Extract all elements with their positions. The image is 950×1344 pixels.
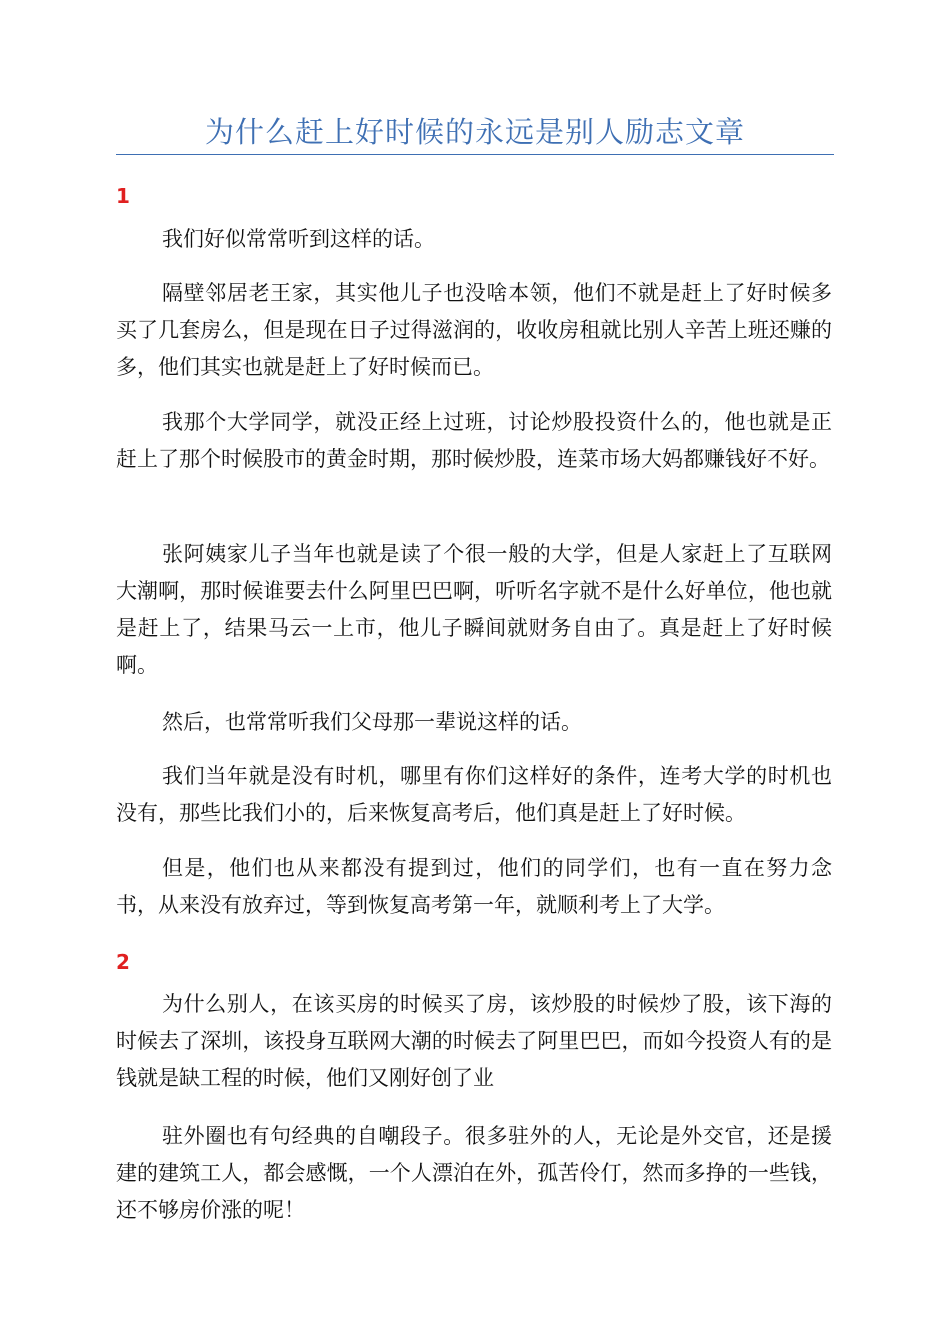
paragraph: 但是，他们也从来都没有提到过，他们的同学们，也有一直在努力念书，从来没有放弃过，等到恢复高考第一年，就顺利考上了大学。 (116, 856, 832, 917)
paragraph: 驻外圈也有句经典的自嘲段子。很多驻外的人，无论是外交官，还是援建的建筑工人，都会感慨，一个人漂泊在外，孤苦伶仃，然而多挣的一些钱，还不够房价涨的呢！ (116, 1124, 832, 1222)
paragraph: 我们当年就是没有时机，哪里有你们这样好的条件，连考大学的时机也没有，那些比我们小的，后来恢复高考后，他们真是赶上了好时候。 (116, 764, 832, 825)
section-number-1: 1 (116, 184, 130, 208)
section-number-2: 2 (116, 950, 130, 974)
paragraph: 隔壁邻居老王家，其实他儿子也没啥本领，他们不就是赶上了好时候多买了几套房么，但是现在日子过得滋润的，收收房租就比别人辛苦上班还赚的多，他们其实也就是赶上了好时候而已。 (116, 281, 832, 379)
document-title: 为什么赶上好时候的永远是别人励志文章 (204, 115, 745, 149)
paragraph: 我那个大学同学，就没正经上过班，讨论炒股投资什么的，他也就是正赶上了那个时候股市的黄金时期，那时候炒股，连菜市场大妈都赚钱好不好。 (116, 410, 832, 471)
paragraph: 然后，也常常听我们父母那一辈说这样的话。 (162, 710, 582, 734)
paragraph: 我们好似常常听到这样的话。 (162, 227, 435, 251)
paragraph: 张阿姨家儿子当年也就是读了个很一般的大学，但是人家赶上了互联网大潮啊，那时候谁要去什么阿里巴巴啊，听听名字就不是什么好单位，他也就是赶上了，结果马云一上市，他儿子瞬间就财务自由了。真是赶上了好时候啊。 (116, 542, 832, 677)
title-underline (116, 154, 834, 155)
paragraph: 为什么别人，在该买房的时候买了房，该炒股的时候炒了股，该下海的时候去了深圳，该投身互联网大潮的时候去了阿里巴巴，而如今投资人有的是钱就是缺工程的时候，他们又刚好创了业 (116, 992, 832, 1090)
